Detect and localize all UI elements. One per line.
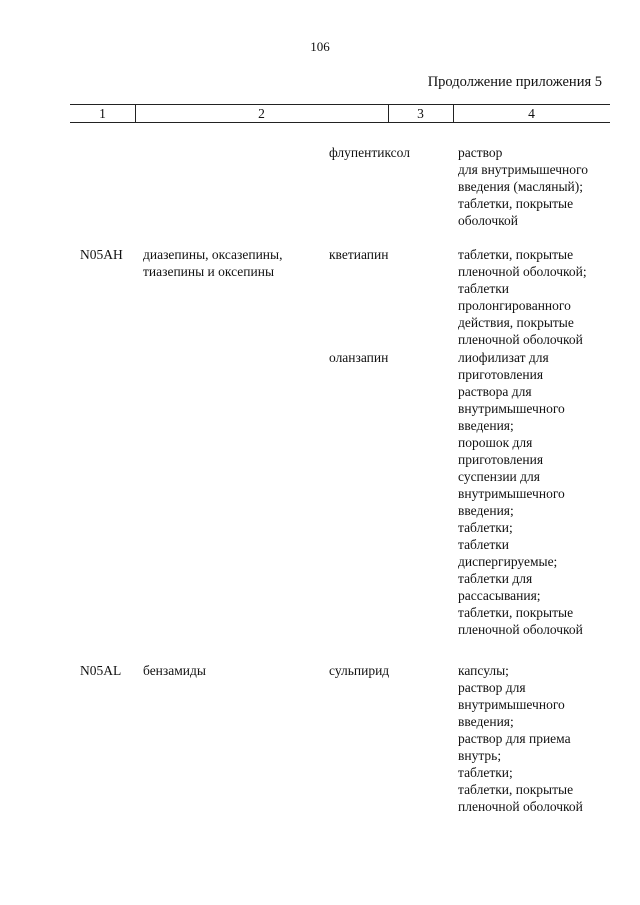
drug-name: флупентиксол xyxy=(329,145,410,160)
atc-code: N05AL xyxy=(80,663,122,678)
continuation-label: Продолжение приложения 5 xyxy=(427,74,602,90)
table-header xyxy=(70,104,610,123)
drug-name: оланзапин xyxy=(329,350,389,365)
dosage-forms: лиофилизат для приготовления раствора для внутримышечного введения; порошок для приготовления суспензии для внутримышечного введения; таблетки; таблетки диспергируемые; таблетки для рассасывания; таблетки, покрытые пленочной оболочкой xyxy=(458,350,583,637)
dosage-forms: капсулы; раствор для внутримышечного введения; раствор для приема внутрь; таблетки; таблетки, покрытые пленочной оболочкой xyxy=(458,663,583,814)
page-number: 106 xyxy=(310,39,330,54)
column-header-4: 4 xyxy=(528,106,535,121)
dosage-forms: раствор для внутримышечного введения (масляный); таблетки, покрытые оболочкой xyxy=(458,145,588,228)
column-header-2: 2 xyxy=(258,106,265,121)
drug-group: бензамиды xyxy=(143,663,206,678)
dosage-forms: таблетки, покрытые пленочной оболочкой; таблетки пролонгированного действия, покрытые пленочной оболочкой xyxy=(458,247,587,347)
column-header-1: 1 xyxy=(99,106,106,121)
column-header-3: 3 xyxy=(417,106,424,121)
atc-code: N05AH xyxy=(80,247,123,262)
drug-name: кветиапин xyxy=(329,247,389,262)
drug-group: диазепины, оксазепины, тиазепины и оксепины xyxy=(143,247,283,279)
drug-name: сульпирид xyxy=(329,663,390,678)
